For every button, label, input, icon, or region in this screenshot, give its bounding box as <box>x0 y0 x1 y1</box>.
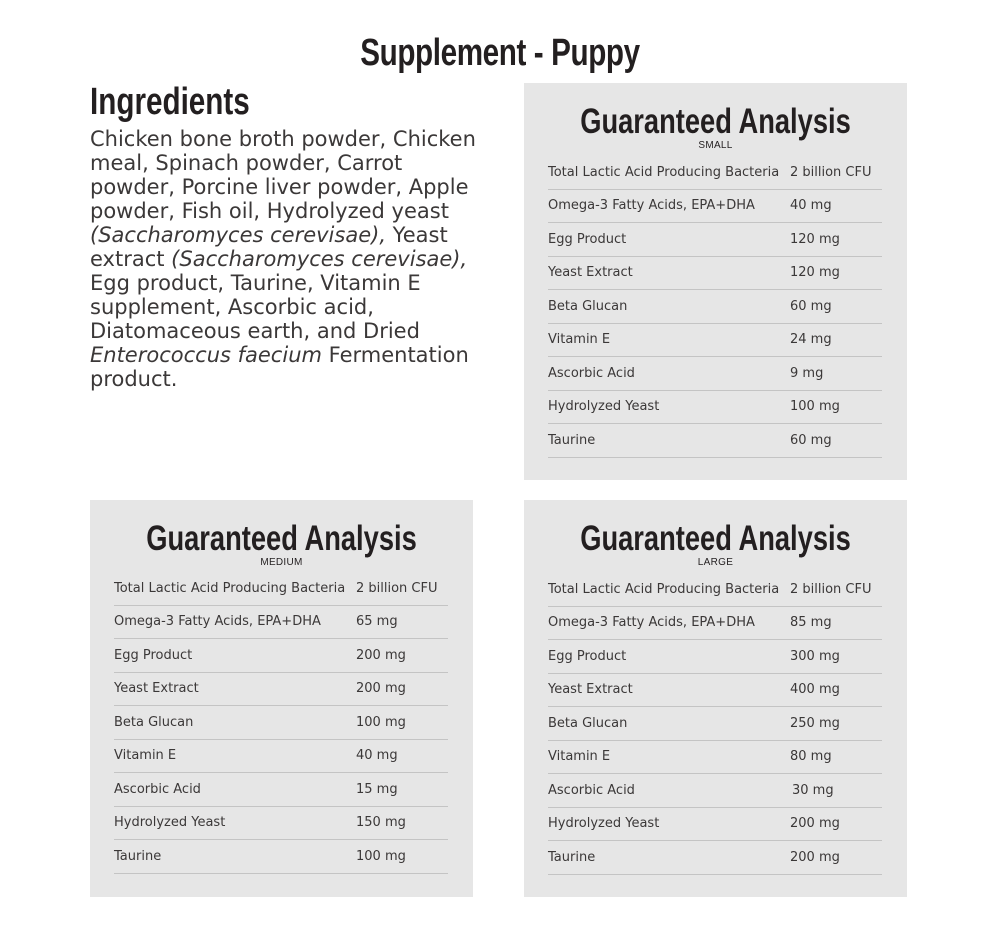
table-row <box>548 607 882 641</box>
row-label: Yeast Extract <box>548 682 633 698</box>
analysis-table <box>114 572 448 874</box>
row-value: 100 mg <box>356 714 406 730</box>
panel-size-label: MEDIUM <box>260 557 303 568</box>
table-row <box>114 740 448 774</box>
table-row <box>548 707 882 741</box>
row-label: Hydrolyzed Yeast <box>548 399 660 415</box>
row-value: 200 mg <box>356 681 406 697</box>
analysis-panel-large <box>524 500 907 897</box>
ingredients-text-part: Chicken bone broth powder, Chicken meal, Spinach powder, Carrot powder, Porcine liver powder, Apple powder, Fish oil, Hydrolyzed yeast <box>90 127 476 223</box>
row-label: Omega-3 Fatty Acids, EPA+DHA <box>548 198 755 214</box>
table-row <box>114 773 448 807</box>
row-value: 40 mg <box>356 748 398 764</box>
row-label: Yeast Extract <box>114 681 199 697</box>
table-row <box>548 841 882 875</box>
ingredients-text-part: Yeast extract <box>90 223 448 271</box>
panel-header <box>90 520 473 568</box>
panel-header <box>524 103 907 151</box>
table-row <box>548 391 882 425</box>
row-value: 2 billion CFU <box>790 164 872 180</box>
row-label: Total Lactic Acid Producing Bacteria <box>114 580 346 596</box>
panel-size-label: SMALL <box>698 140 733 151</box>
row-value: 150 mg <box>356 815 406 831</box>
row-value: 100 mg <box>356 848 406 864</box>
row-label: Egg Product <box>114 647 193 663</box>
row-label: Beta Glucan <box>548 298 628 314</box>
table-row <box>548 290 882 324</box>
table-row <box>548 774 882 808</box>
table-row <box>548 190 882 224</box>
row-value: 250 mg <box>790 715 840 731</box>
row-value: 200 mg <box>790 816 840 832</box>
row-value: 300 mg <box>790 648 840 664</box>
row-label: Ascorbic Acid <box>114 781 201 797</box>
table-row <box>548 741 882 775</box>
row-label: Vitamin E <box>548 749 611 765</box>
row-value: 9 mg <box>790 365 824 381</box>
row-label: Omega-3 Fatty Acids, EPA+DHA <box>548 615 755 631</box>
row-value: 2 billion CFU <box>790 581 872 597</box>
row-value: 85 mg <box>790 615 832 631</box>
table-row <box>548 257 882 291</box>
row-label: Taurine <box>548 432 596 448</box>
row-label: Omega-3 Fatty Acids, EPA+DHA <box>114 614 321 630</box>
row-label: Ascorbic Acid <box>548 782 635 798</box>
row-value: 40 mg <box>790 198 832 214</box>
row-label: Hydrolyzed Yeast <box>548 816 660 832</box>
analysis-panel-small <box>524 83 907 480</box>
analysis-table <box>548 573 882 875</box>
table-row <box>548 573 882 607</box>
ingredients-text-part: Fermentation product. <box>90 343 469 391</box>
row-value: 200 mg <box>790 849 840 865</box>
ingredients-text-italic: Enterococcus faecium <box>90 343 322 367</box>
table-row <box>548 324 882 358</box>
table-row <box>548 223 882 257</box>
table-row <box>548 424 882 458</box>
row-value: 24 mg <box>790 332 832 348</box>
row-label: Ascorbic Acid <box>548 365 635 381</box>
row-label: Vitamin E <box>548 332 611 348</box>
row-value: 60 mg <box>790 432 832 448</box>
row-value: 120 mg <box>790 231 840 247</box>
row-value: 60 mg <box>790 298 832 314</box>
table-row <box>548 640 882 674</box>
table-row <box>114 807 448 841</box>
ingredients-text-part: Egg product, Taurine, Vitamin E supplement, Ascorbic acid, Diatomaceous earth, and Dried <box>90 271 421 343</box>
row-label: Taurine <box>114 848 162 864</box>
ingredients-heading: Ingredients <box>90 81 250 123</box>
row-label: Yeast Extract <box>548 265 633 281</box>
table-row <box>548 808 882 842</box>
page-title: Supplement - Puppy <box>360 32 640 74</box>
row-label: Hydrolyzed Yeast <box>114 815 226 831</box>
row-value: 400 mg <box>790 682 840 698</box>
row-label: Egg Product <box>548 231 627 247</box>
row-value: 80 mg <box>790 749 832 765</box>
row-label: Vitamin E <box>114 748 177 764</box>
row-value: 200 mg <box>356 647 406 663</box>
row-label: Taurine <box>548 849 596 865</box>
panel-size-label: LARGE <box>697 557 734 568</box>
panel-title: Guaranteed Analysis <box>580 519 851 558</box>
row-value: 65 mg <box>356 614 398 630</box>
row-label: Total Lactic Acid Producing Bacteria <box>548 581 780 597</box>
table-row <box>548 357 882 391</box>
row-label: Total Lactic Acid Producing Bacteria <box>548 164 780 180</box>
ingredients-text <box>90 127 490 391</box>
row-value: 2 billion CFU <box>356 580 438 596</box>
panel-title: Guaranteed Analysis <box>580 102 851 141</box>
panel-header <box>524 520 907 568</box>
row-value: 120 mg <box>790 265 840 281</box>
row-value: 15 mg <box>356 781 398 797</box>
row-label: Beta Glucan <box>548 715 628 731</box>
table-row <box>114 840 448 874</box>
ingredients-text-italic: (Saccharomyces cerevisae), <box>171 247 468 271</box>
row-value: 30 mg <box>792 782 834 798</box>
table-row <box>548 674 882 708</box>
table-row <box>548 156 882 190</box>
table-row <box>114 572 448 606</box>
panel-title: Guaranteed Analysis <box>146 519 417 558</box>
table-row <box>114 639 448 673</box>
analysis-panel-medium <box>90 500 473 897</box>
row-label: Egg Product <box>548 648 627 664</box>
ingredients-text-italic: (Saccharomyces cerevisae), <box>90 223 386 247</box>
table-row <box>114 606 448 640</box>
table-row <box>114 673 448 707</box>
table-row <box>114 706 448 740</box>
row-label: Beta Glucan <box>114 714 194 730</box>
analysis-table <box>548 156 882 458</box>
row-value: 100 mg <box>790 399 840 415</box>
